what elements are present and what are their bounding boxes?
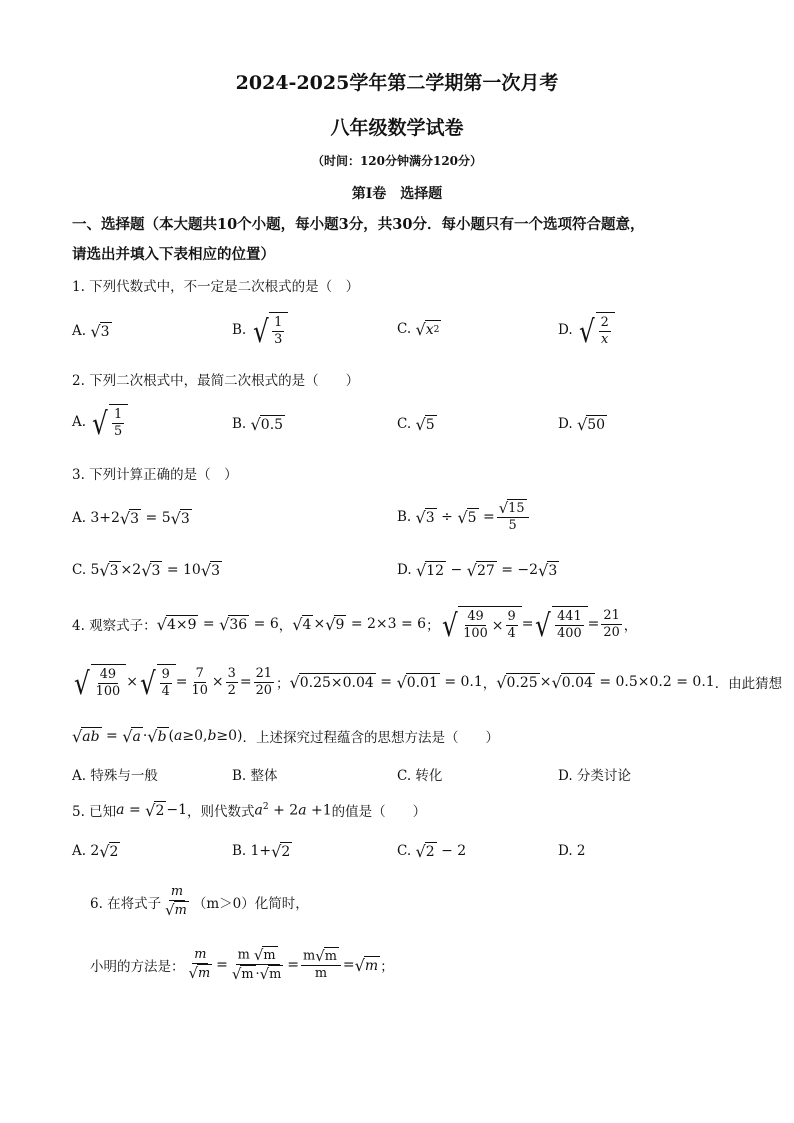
q3-option-a: A. 3+2 √ 3 = 5 √ 3: [72, 508, 190, 528]
section-heading-line2: 请选出并填入下表相应的位置）: [72, 246, 275, 263]
section-heading-line1: 一、选择题（本大题共10个小题，每小题3分，共30分．每小题只有一个选项符合题意，: [72, 216, 645, 233]
math-expr: √ 5: [415, 414, 435, 434]
question-2-stem: 2. 下列二次根式中，最简二次根式的是（ ）: [72, 373, 360, 389]
q5-option-b: B. 1+ √ 2: [232, 841, 291, 861]
q4-option-a: A. 特殊与一般: [72, 768, 158, 784]
question-4-stem-start: 4. 观察式子：: [72, 618, 157, 635]
q1-option-b: [232, 312, 288, 351]
q1-option-a: [72, 322, 112, 340]
q4-option-b: B. 整体: [232, 768, 278, 784]
question-6-stem-start: 6. 在将式子: [90, 895, 162, 912]
q2-option-c: [397, 415, 437, 433]
question-6-method-label: 小明的方法是：: [90, 958, 185, 975]
option-label: B.: [232, 322, 247, 339]
exam-title: 2024-2025学年第二学期第一次月考: [235, 72, 559, 94]
question-5-stem-start: 5. 已知: [72, 804, 117, 820]
option-label: D.: [397, 562, 412, 578]
q4-option-d: D. 分类讨论: [558, 768, 631, 784]
question-5-stem: 5. 已知 a = √ 2 −1 ，则代数式 $a^2 + 2a +1$ 的值是（ ）: [72, 800, 427, 820]
volume-heading: 第Ⅰ卷 选择题: [351, 186, 443, 202]
math-expr: √ $\frac{1}{5}$: [90, 404, 128, 440]
option-label: C.: [397, 843, 412, 859]
math-expr: √ 3: [119, 508, 140, 528]
question-1-stem: 1. 下列代数式中，不一定是二次根式的是（ ）: [72, 279, 360, 295]
q5-option-d: D. 2: [558, 843, 586, 859]
q5-option-a: A. 2 √ 2: [72, 841, 119, 861]
math-expr: √ 3: [99, 560, 119, 580]
question-4-line1: 4. 观察式子： √ 4×9 = √ 36 = 6 ， √ 4 × √ 9 = 2×3 = 6 ； √ $\frac{49}{100}$ × $\frac{9}{4}$ = √ $\frac{441}{400}$ = $\frac{21}{20}$ ，: [72, 607, 638, 645]
option-label: C.: [397, 321, 412, 337]
q2-option-d: [558, 415, 607, 433]
option-label: D.: [558, 416, 573, 432]
math-expr: √ 0.5: [250, 414, 284, 434]
question-6-stem-cond: m＞0）化简时，: [206, 895, 309, 912]
q3-option-c: C. 5 √ 3 ×2 √ 3 = 10 √ 3: [72, 560, 221, 580]
q2-option-b: [232, 415, 285, 433]
math-expr: √ 3: [415, 507, 435, 527]
option-label: C.: [397, 416, 412, 432]
question-5-stem-end: 的值是（ ）: [331, 804, 427, 820]
math-expr: √ $\frac{2}{x}$: [577, 312, 615, 348]
q3-option-b: B. √ 3 ÷ √ 5 = √ 15 5: [397, 499, 531, 534]
option-label: B.: [232, 843, 247, 859]
q5-option-c: C. √ 2 − 2: [397, 841, 467, 861]
math-expr: √ x 2: [415, 319, 440, 339]
question-4-line2-end: ．由此猜想: [714, 676, 783, 693]
question-4-line3: √ ab = √ a · √ b (a≥0,b≥0) ．上述探究过程蕴含的思想方法是（ ）: [72, 726, 500, 746]
math-expr: √ 50: [576, 414, 606, 434]
q3-option-d: D. √ 12 − √ 27 = −2 √ 3: [397, 560, 558, 580]
math-expr: √ 3: [90, 321, 110, 341]
question-3-stem: 3. 下列计算正确的是（ ）: [72, 467, 238, 483]
question-5-stem-mid: ，则代数式: [187, 804, 255, 820]
time-note: （时间：120分钟满分120分）: [311, 154, 483, 168]
question-6-stem: 6. 在将式子 m √ m （ m＞0）化简时，: [90, 884, 309, 920]
q2-option-a: [72, 404, 128, 443]
question-6-stem-mid: （: [192, 895, 207, 912]
option-label: D.: [558, 322, 573, 339]
q4-option-c: C. 转化: [397, 768, 443, 784]
q1-option-d: [558, 312, 615, 351]
exam-subtitle: 八年级数学试卷: [330, 117, 464, 139]
option-label: A.: [72, 323, 87, 339]
option-label: B.: [232, 416, 247, 432]
q1-option-c: [397, 320, 441, 338]
math-expr: √ $\frac{1}{3}$: [251, 312, 289, 348]
option-label: A.: [72, 510, 87, 526]
option-label: A.: [72, 414, 87, 431]
question-6-method: 小明的方法是： m √ m = m √ m √ m · √ m = m √ m m = √ m ；: [90, 947, 394, 984]
question-4-line2: √ $\frac{49}{100}$ × √ $\frac{9}{4}$ = $\frac{7}{10}$ × $\frac{3}{2}$ = $\frac{21}{20}$ ； √ 0.25×0.04 = √ 0.01 = 0.1 ， √ 0.25 × √ 0.04 = 0.5×0.2 = 0.1 ．由此猜想: [73, 665, 783, 703]
option-label: C.: [72, 562, 87, 578]
option-label: A.: [72, 843, 87, 859]
question-4-line3-end: ．上述探究过程蕴含的思想方法是（ ）: [242, 730, 500, 746]
math-expr: √ 12: [415, 560, 445, 580]
option-label: B.: [397, 508, 412, 525]
